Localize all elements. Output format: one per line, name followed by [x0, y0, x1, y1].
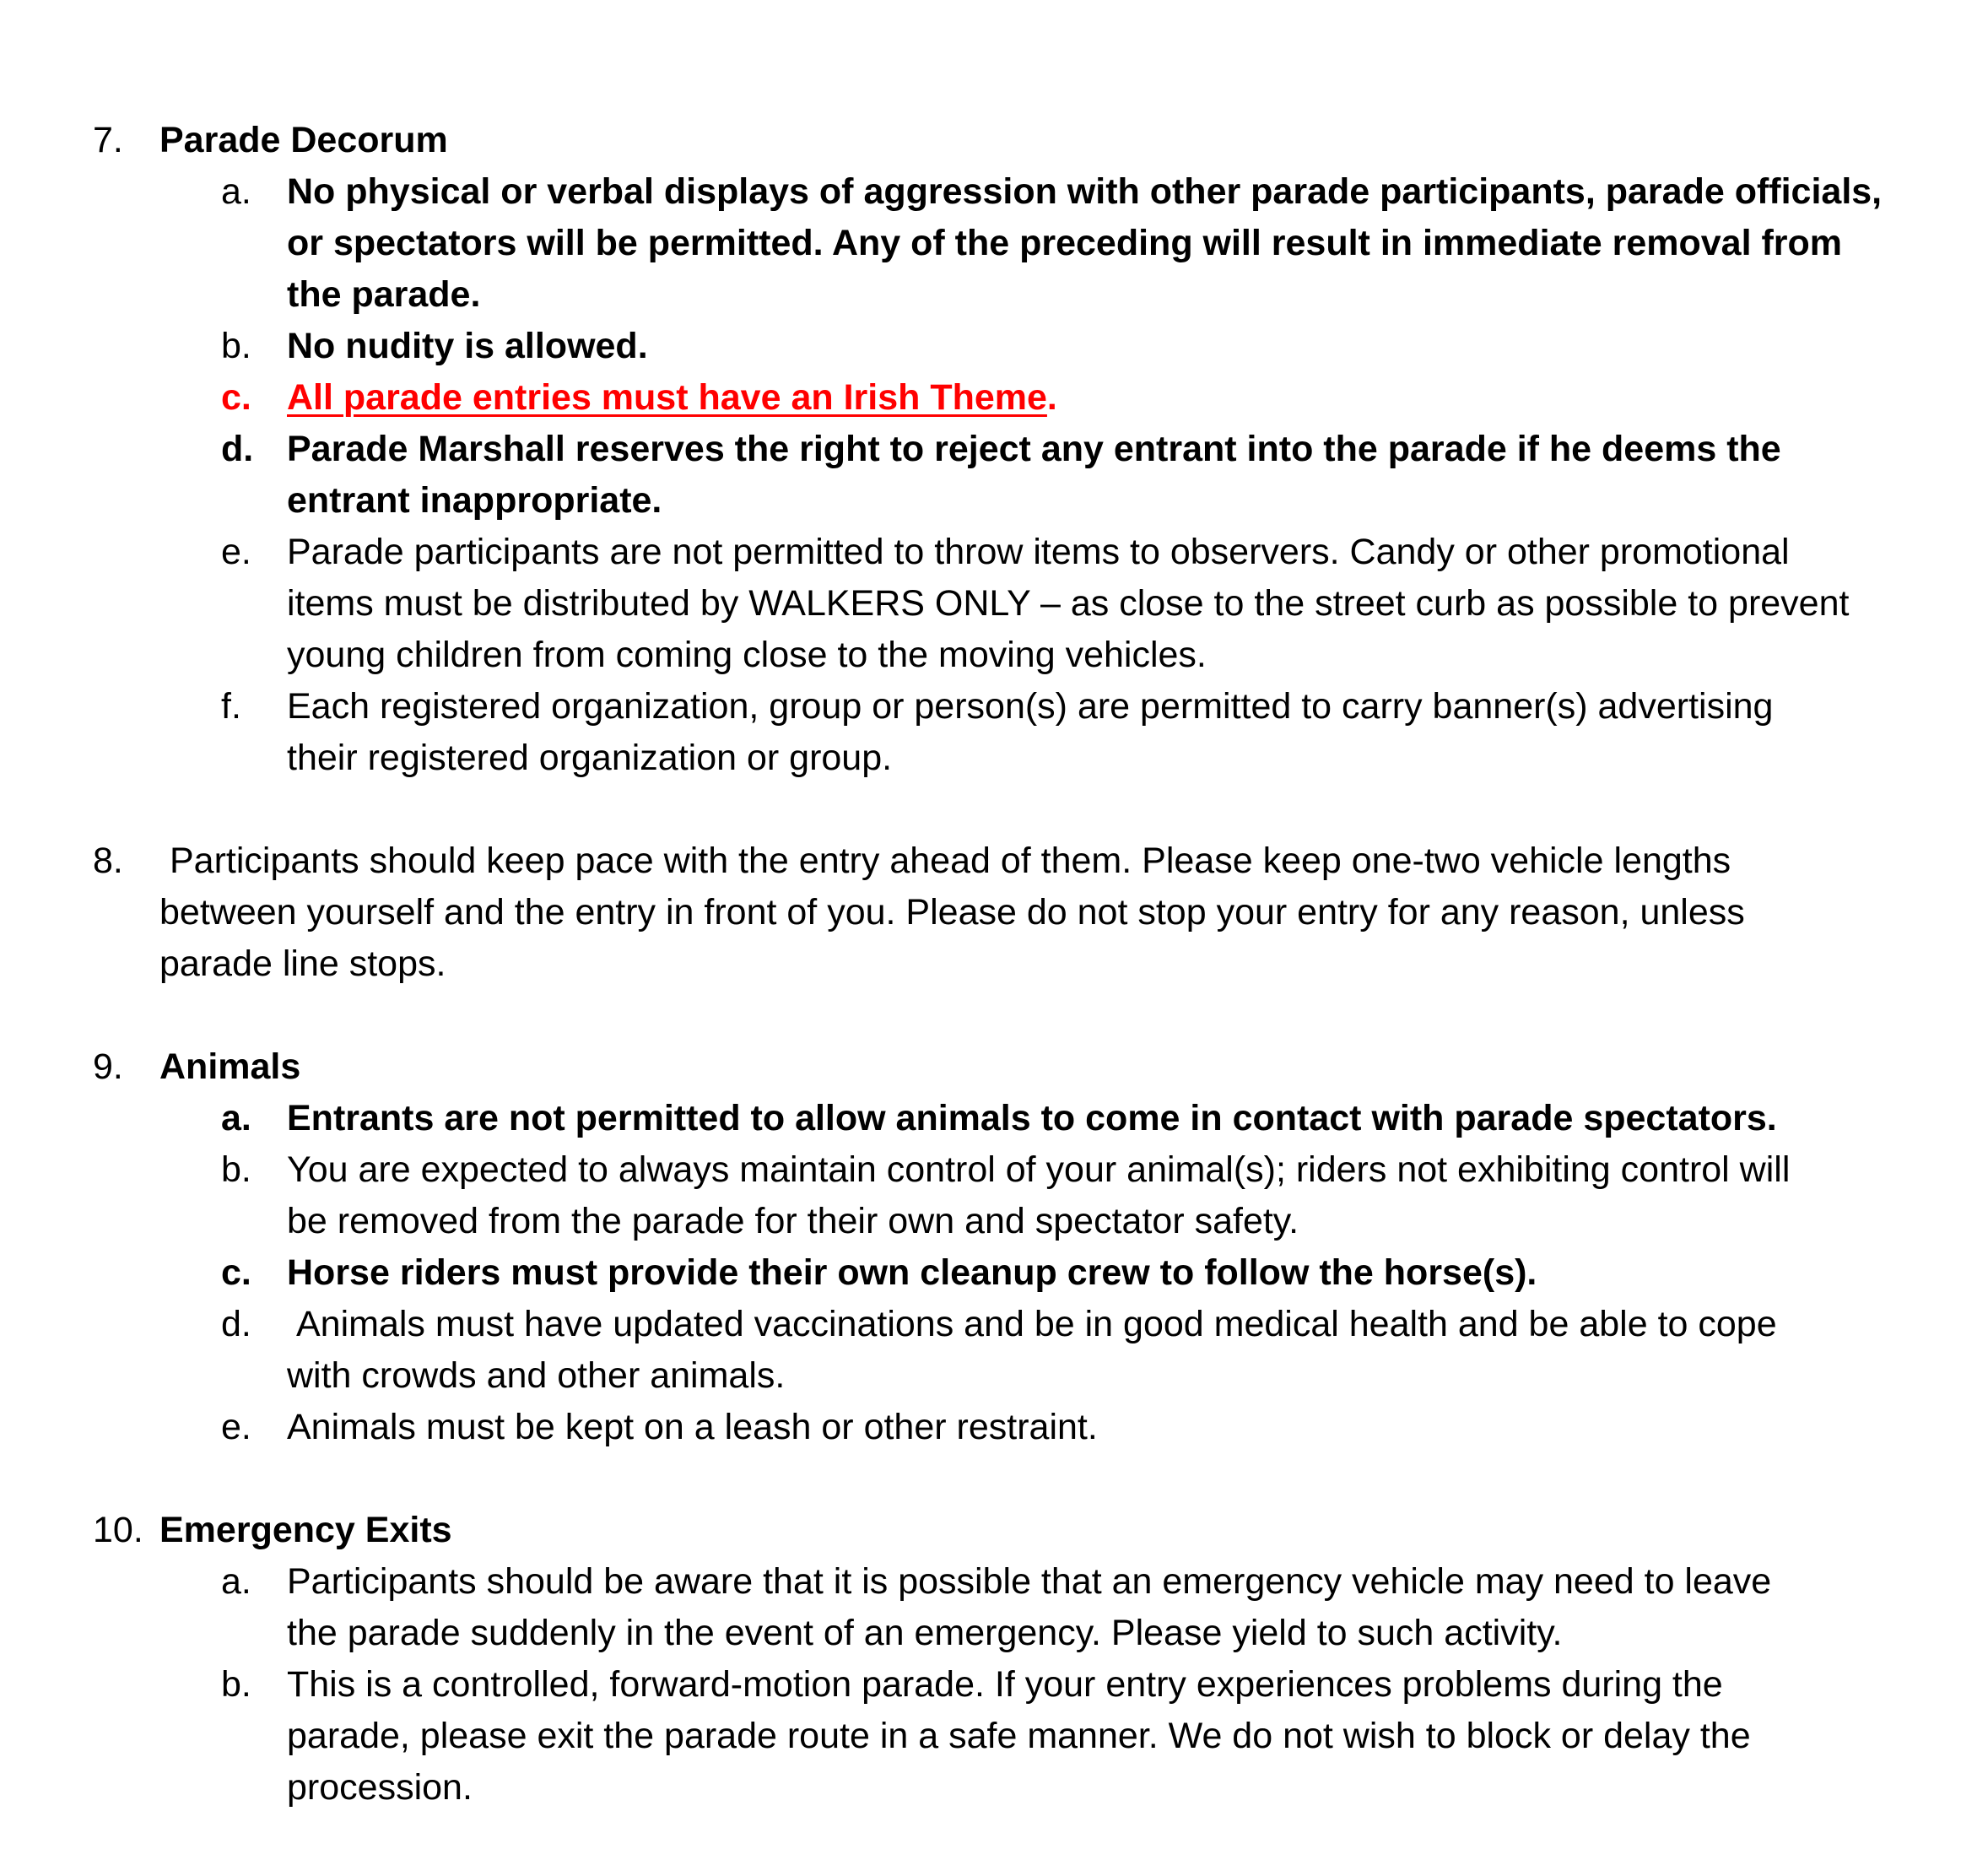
- item-text: This is a controlled, forward-motion parade. If your entry experiences problems during the: [287, 1664, 1723, 1705]
- item-text: Parade Marshall reserves the right to reject any entrant into the parade if he deems the: [287, 429, 1781, 469]
- item-marker: a.: [221, 171, 251, 212]
- item-text: Each registered organization, group or person(s) are permitted to carry banner(s) advertising: [287, 686, 1774, 727]
- item-text: their registered organization or group.: [287, 738, 893, 778]
- irish-theme-period: .: [1046, 377, 1057, 418]
- item-text: or spectators will be permitted. Any of the preceding will result in immediate removal from: [287, 223, 1843, 263]
- item-text: No physical or verbal displays of aggression with other parade participants, parade officials,: [287, 171, 1883, 212]
- section-number: 10.: [93, 1510, 143, 1550]
- item-marker: e.: [221, 532, 251, 572]
- section-number: 7.: [93, 120, 123, 160]
- item-text: No nudity is allowed.: [287, 326, 648, 366]
- item-text: with crowds and other animals.: [287, 1355, 786, 1396]
- item-text: be removed from the parade for their own and spectator safety.: [287, 1201, 1299, 1241]
- item-text: Animals must have updated vaccinations and be in good medical health and be able to cope: [296, 1304, 1777, 1344]
- section-text: between yourself and the entry in front of you. Please do not stop your entry for any reason, unless: [159, 892, 1745, 933]
- section-heading-emergency-exits: Emergency Exits: [159, 1510, 452, 1550]
- item-text: the parade.: [287, 274, 481, 315]
- section-heading-animals: Animals: [159, 1046, 301, 1087]
- item-marker: a.: [221, 1098, 251, 1138]
- item-marker: e.: [221, 1407, 251, 1447]
- item-text: items must be distributed by WALKERS ONLY – as close to the street curb as possible to prevent: [287, 583, 1850, 624]
- item-text: the parade suddenly in the event of an emergency. Please yield to such activity.: [287, 1613, 1563, 1653]
- item-marker: c.: [221, 1252, 251, 1293]
- item-text: young children from coming close to the moving vehicles.: [287, 635, 1207, 675]
- item-marker: b.: [221, 1149, 251, 1190]
- irish-theme-rule: [287, 372, 1057, 424]
- section-heading-parade-decorum: Parade Decorum: [159, 120, 448, 160]
- item-text: Animals must be kept on a leash or other restraint.: [287, 1407, 1098, 1447]
- item-marker: a.: [221, 1561, 251, 1602]
- item-text: Entrants are not permitted to allow animals to come in contact with parade spectators.: [287, 1098, 1777, 1138]
- item-text: Horse riders must provide their own cleanup crew to follow the horse(s).: [287, 1252, 1537, 1293]
- item-marker: d.: [221, 1304, 251, 1344]
- item-marker: d.: [221, 429, 254, 469]
- item-marker-highlighted: c.: [221, 377, 251, 418]
- irish-theme-underlined-text: All parade entries must have an Irish Theme: [287, 377, 1047, 418]
- section-text: parade line stops.: [159, 943, 446, 984]
- section-number: 9.: [93, 1046, 123, 1087]
- item-text: entrant inappropriate.: [287, 480, 662, 521]
- item-text: You are expected to always maintain control of your animal(s); riders not exhibiting control will: [287, 1149, 1791, 1190]
- item-text: parade, please exit the parade route in a safe manner. We do not wish to block or delay the: [287, 1716, 1751, 1756]
- item-text: Participants should be aware that it is possible that an emergency vehicle may need to leave: [287, 1561, 1772, 1602]
- item-text: Parade participants are not permitted to throw items to observers. Candy or other promotional: [287, 532, 1790, 572]
- item-marker: b.: [221, 1664, 251, 1705]
- section-number: 8.: [93, 841, 123, 881]
- section-text: Participants should keep pace with the entry ahead of them. Please keep one-two vehicle lengths: [170, 841, 1731, 881]
- item-marker: f.: [221, 686, 241, 727]
- item-marker: b.: [221, 326, 251, 366]
- item-text: procession.: [287, 1767, 473, 1808]
